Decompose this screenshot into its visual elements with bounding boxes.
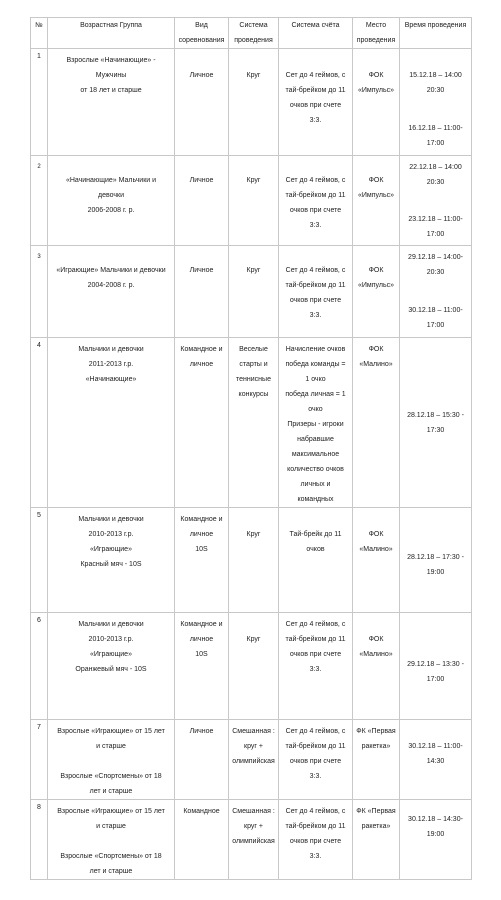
age-group-cell: «Играющие» Мальчики и девочки 2004-2008 г. р. — [48, 246, 175, 338]
row-number: 8 — [31, 800, 48, 880]
competition-type-cell: Личное — [175, 156, 229, 246]
time-cell: 30.12.18 – 11:00- 14:30 — [400, 720, 472, 800]
schedule-table — [30, 17, 472, 880]
system-cell: Круг — [229, 156, 279, 246]
table-row — [31, 720, 472, 800]
header-time: Время проведения — [400, 18, 472, 49]
system-cell: Круг — [229, 508, 279, 613]
header-number: № — [31, 18, 48, 49]
venue-cell: ФОК «Импульс» — [353, 49, 400, 156]
header-venue: Место проведения — [353, 18, 400, 49]
row-number: 2 — [31, 156, 48, 246]
time-cell: 15.12.18 – 14:00 20:30 16.12.18 – 11:00- 17:00 — [400, 49, 472, 156]
row-number: 1 — [31, 49, 48, 156]
scoring-cell: Сет до 4 геймов, с тай-брейком до 11 очков при счете 3:3. — [279, 720, 353, 800]
scoring-cell: Сет до 4 геймов, с тай-брейком до 11 очков при счете 3:3. — [279, 156, 353, 246]
time-cell: 29.12.18 – 13:30 - 17:00 — [400, 613, 472, 720]
header-competition-type: Вид соревнования — [175, 18, 229, 49]
competition-type-cell: Личное — [175, 720, 229, 800]
system-cell: Веселые старты и теннисные конкурсы — [229, 338, 279, 508]
table-row — [31, 246, 472, 338]
system-cell: Круг — [229, 246, 279, 338]
age-group-cell: «Начинающие» Мальчики и девочки 2006-2008 г. р. — [48, 156, 175, 246]
venue-cell: ФК «Первая ракетка» — [353, 720, 400, 800]
scoring-cell: Сет до 4 геймов, с тай-брейком до 11 очков при счете 3:3. — [279, 613, 353, 720]
time-cell: 29.12.18 – 14:00- 20:30 30.12.18 – 11:00- 17:00 — [400, 246, 472, 338]
system-cell: Круг — [229, 49, 279, 156]
system-cell: Смешанная : круг + олимпийская — [229, 800, 279, 880]
scoring-cell: Тай-брейк до 11 очков — [279, 508, 353, 613]
age-group-cell: Мальчики и девочки 2010-2013 г.р. «Играющие» Красный мяч - 10S — [48, 508, 175, 613]
table-row — [31, 508, 472, 613]
age-group-cell: Взрослые «Играющие» от 15 лет и старше Взрослые «Спортсмены» от 18 лет и старше — [48, 720, 175, 800]
time-cell: 22.12.18 – 14:00 20:30 23.12.18 – 11:00- 17:00 — [400, 156, 472, 246]
table-row — [31, 800, 472, 880]
competition-type-cell: Командное — [175, 800, 229, 880]
age-group-cell: Взрослые «Начинающие» - Мужчины от 18 лет и старше — [48, 49, 175, 156]
header-scoring: Система счёта — [279, 18, 353, 49]
venue-cell: ФОК «Малино» — [353, 338, 400, 508]
scoring-cell: Сет до 4 геймов, с тай-брейком до 11 очков при счете 3:3. — [279, 800, 353, 880]
system-cell: Смешанная : круг + олимпийская — [229, 720, 279, 800]
row-number: 7 — [31, 720, 48, 800]
row-number: 6 — [31, 613, 48, 720]
header-row — [31, 18, 472, 49]
venue-cell: ФК «Первая ракетка» — [353, 800, 400, 880]
header-system: Система проведения — [229, 18, 279, 49]
competition-type-cell: Командное и личное 10S — [175, 508, 229, 613]
venue-cell: ФОК «Малино» — [353, 508, 400, 613]
competition-type-cell: Командное и личное 10S — [175, 613, 229, 720]
venue-cell: ФОК «Импульс» — [353, 156, 400, 246]
age-group-cell: Мальчики и девочки 2011-2013 г.р. «Начинающие» — [48, 338, 175, 508]
table-row — [31, 49, 472, 156]
time-cell: 28.12.18 – 17:30 - 19:00 — [400, 508, 472, 613]
row-number: 5 — [31, 508, 48, 613]
time-cell: 28.12.18 – 15:30 - 17:30 — [400, 338, 472, 508]
venue-cell: ФОК «Импульс» — [353, 246, 400, 338]
table-row — [31, 613, 472, 720]
row-number: 4 — [31, 338, 48, 508]
competition-type-cell: Личное — [175, 49, 229, 156]
system-cell: Круг — [229, 613, 279, 720]
competition-type-cell: Командное и личное — [175, 338, 229, 508]
table-row — [31, 156, 472, 246]
time-cell: 30.12.18 – 14:30- 19:00 — [400, 800, 472, 880]
header-age-group: Возрастная Группа — [48, 18, 175, 49]
age-group-cell: Взрослые «Играющие» от 15 лет и старше Взрослые «Спортсмены» от 18 лет и старше — [48, 800, 175, 880]
scoring-cell: Сет до 4 геймов, с тай-брейком до 11 очков при счете 3:3. — [279, 246, 353, 338]
scoring-cell: Сет до 4 геймов, с тай-брейком до 11 очков при счете 3:3. — [279, 49, 353, 156]
row-number: 3 — [31, 246, 48, 338]
competition-type-cell: Личное — [175, 246, 229, 338]
scoring-cell: Начисление очков победа команды = 1 очко победа личная = 1 очко Призеры - игроки набравшие максимальное количество очков личных и командных — [279, 338, 353, 508]
age-group-cell: Мальчики и девочки 2010-2013 г.р. «Играющие» Оранжевый мяч - 10S — [48, 613, 175, 720]
table-row — [31, 338, 472, 508]
venue-cell: ФОК «Малино» — [353, 613, 400, 720]
